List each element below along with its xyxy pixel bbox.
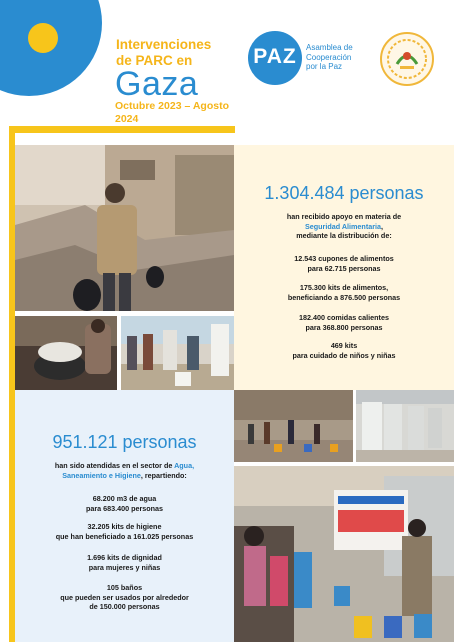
wash-item-hygiene-kits [15,522,234,541]
parc-emblem-icon [382,34,432,84]
food-item-childcare-line-2: para cuidado de niños y niñas [292,350,396,360]
wash-item-dignity-kits [15,553,234,572]
photo-food-kits [121,316,234,390]
wash-item-dignity-line-2: para mujeres y niñas [88,562,161,572]
wash-item-water-line-1: 68.200 m3 de agua [92,494,157,503]
food-item-vouchers [234,254,454,273]
photo-water-distribution-image [234,466,454,642]
food-item-vouchers-line-2: para 62.715 personas [307,263,381,273]
wash-intro-highlight-2: Saneamiento e Higiene [62,470,141,480]
wash-intro-end: , repartiendo: [140,470,187,480]
food-item-hot-meals [234,313,454,332]
wash-item-hygiene-line-2: que han beneficiado a 161.025 personas [55,531,194,541]
wash-headline: 951.121 personas [52,432,197,452]
food-item-kits-line-2: beneficiando a 876.500 personas [287,292,401,302]
photo-latrines-image [356,390,454,462]
photo-latrines [356,390,454,462]
food-item-kits-line-1: 175.300 kits de alimentos, [299,283,389,292]
food-intro-punct: , [381,221,384,231]
food-security-intro [234,212,454,241]
photo-water-queue [234,390,353,462]
wash-item-toilets-line-2: que pueden ser usados por alrededor [60,592,189,602]
wash-intro-line-1 [15,461,234,471]
org-name-line-2: Cooperación [306,52,352,62]
title-gaza: Gaza [115,65,199,103]
wash-intro-line-2 [15,471,234,481]
paz-logo [248,31,302,85]
photo-water-distribution [234,466,454,642]
food-item-hot-meals-line-1: 182.400 comidas calientes [299,313,389,322]
food-item-childcare-line-1: 469 kits [330,341,358,350]
food-security-headline: 1.304.484 personas [264,183,424,203]
photo-rubble-image [15,145,234,311]
food-intro-line-3: mediante la distribución de: [296,231,392,240]
wash-item-toilets [15,583,234,612]
food-intro-highlight: Seguridad Alimentaria [304,221,382,231]
wash-item-toilets-line-1: 105 baños [106,583,143,592]
yellow-circle-decoration [28,23,58,53]
wash-item-dignity-line-1: 1.696 kits de dignidad [87,553,162,562]
food-intro-line-2 [234,222,454,232]
title-line-2: de PARC en [116,53,193,68]
food-item-vouchers-line-1: 12.543 cupones de alimentos [294,254,394,263]
organization-name [306,43,376,72]
wash-intro-highlight-1: Agua, [174,461,195,470]
food-item-kits [234,283,454,302]
photo-hot-meals [15,316,117,390]
photo-hot-meals-image [15,316,117,390]
parc-logo [380,32,434,86]
paz-logo-text: PAZ [253,45,297,68]
photo-rubble-aid-worker [15,145,234,311]
title-line-1: Intervenciones [116,37,212,52]
date-range: Octubre 2023 – Agosto 2024 [115,100,229,125]
food-item-hot-meals-line-2: para 368.800 personas [305,322,383,332]
wash-item-toilets-line-3: de 150.000 personas [89,602,160,611]
org-name-line-3: por la Paz [306,62,343,71]
wash-item-water-line-2: para 683.400 personas [85,503,164,513]
org-name-line-1: Asamblea de [306,43,353,52]
yellow-bar-horizontal [9,126,235,133]
wash-intro [15,461,234,480]
photo-food-kits-image [121,316,234,390]
wash-item-water [15,494,234,513]
wash-intro-text: han sido atendidas en el sector de [54,461,173,470]
food-intro-line-1: han recibido apoyo en materia de [286,212,402,221]
wash-item-hygiene-line-1: 32.205 kits de higiene [87,522,162,531]
photo-water-queue-image [234,390,353,462]
food-item-childcare-kits [234,341,454,360]
